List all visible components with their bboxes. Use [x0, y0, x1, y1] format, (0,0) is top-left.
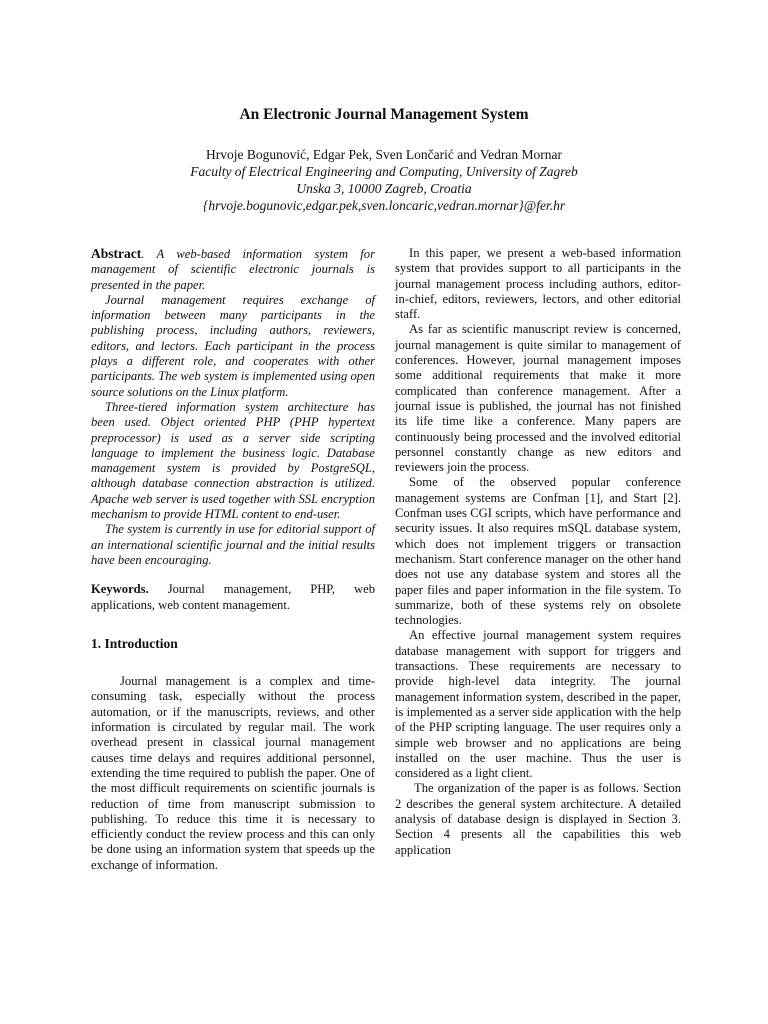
abstract-text-1: . A web-based information system for management of scientific electronic journals is presented in the paper. — [91, 247, 375, 292]
author-address: Unska 3, 10000 Zagreb, Croatia — [296, 181, 472, 196]
right-paragraph-1: In this paper, we present a web-based information system that provides support to all participants in the journal management process including authors, editor-in-chief, editors, reviewers, lectors, and other editorial staff. — [395, 246, 681, 322]
abstract-paragraph-4: The system is currently in use for editorial support of an international scientific journal and the initial results have been encouraging. — [91, 522, 375, 567]
keywords-label: Keywords. — [91, 582, 149, 597]
author-block — [0, 146, 768, 214]
keywords-text: Journal management, PHP, web applications, web content management. — [91, 582, 375, 612]
author-affiliation: Faculty of Electrical Engineering and Computing, University of Zagreb — [190, 164, 578, 179]
right-paragraph-5: The organization of the paper is as follows. Section 2 describes the general system architecture. A detailed analysis of database design is displayed in Section 3. Section 4 presents all the capabilities this web application — [395, 781, 681, 857]
author-emails: {hrvoje.bogunovic,edgar.pek,sven.loncaric,vedran.mornar}@fer.hr — [202, 198, 566, 213]
abstract-paragraph-2: Journal management requires exchange of information between many participants in the publishing process, including authors, reviewers, editors, and lectors. Each participant in the process plays a different role, and cooperates with other participants. The web system is implemented using open source solutions on the Linux platform. — [91, 292, 375, 399]
right-paragraph-2: As far as scientific manuscript review is concerned, journal management is quite similar to management of conferences. However, journal management imposes some additional requirements that make it more complicated than conference management. After a journal issue is published, the journal has not finished its life time like a conference. Many papers are continuously being processed and the involved editorial personnel constantly change as new editors and reviewers join the process. — [395, 322, 681, 475]
section-heading-introduction: 1. Introduction — [91, 635, 178, 651]
abstract-paragraph-1 — [91, 246, 375, 293]
right-paragraph-3: Some of the observed popular conference management systems are Confman [1], and Start [2]. Confman uses CGI scripts, which have performance and security issues. It also requires mSQL database system, which does not implement triggers or transaction mechanism. Start conference manager on the other hand does not use any database system and stores all the paper files and paper information in the file system. To summarize, both of these systems rely on obsolete technologies. — [395, 475, 681, 628]
paper-title: An Electronic Journal Management System — [239, 106, 529, 123]
author-names: Hrvoje Bogunović, Edgar Pek, Sven Lončarić and Vedran Mornar — [206, 147, 562, 162]
keywords-paragraph — [91, 582, 375, 613]
left-column — [91, 246, 375, 873]
abstract-label: Abstract — [91, 246, 142, 261]
right-paragraph-4: An effective journal management system requires database management with support for triggers and transactions. These requirements are necessary to provide high-level data integrity. The journal management information system, described in the paper, is implemented as a server side application with the help of the PHP scripting language. The user requires only a simple web browser and no applications are being installed on the user machine. Thus the user is considered as a light client. — [395, 628, 681, 781]
abstract-paragraph-3: Three-tiered information system architecture has been used. Object oriented PHP (PHP hypertext preprocessor) is used as a server side scripting language to implement the business logic. Database management system is provided by PostgreSQL, although database connection abstraction is utilized. Apache web server is used together with SSL encryption mechanism to provide HTML content to end-user. — [91, 399, 375, 522]
right-column — [395, 246, 681, 858]
introduction-paragraph-1: Journal management is a complex and time-consuming task, especially without the process automation, or if the manuscripts, reviews, and other information is circulated by regular mail. The work overhead present in classical journal management causes time delays and requires additional personnel, extending the time required to publish the paper. One of the most difficult requirements on scientific journals is reduction of time from manuscript submission to publishing. To reduce this time it is necessary to efficiently conduct the review process and this can only be done using an information system that speeds up the exchange of information. — [91, 674, 375, 872]
